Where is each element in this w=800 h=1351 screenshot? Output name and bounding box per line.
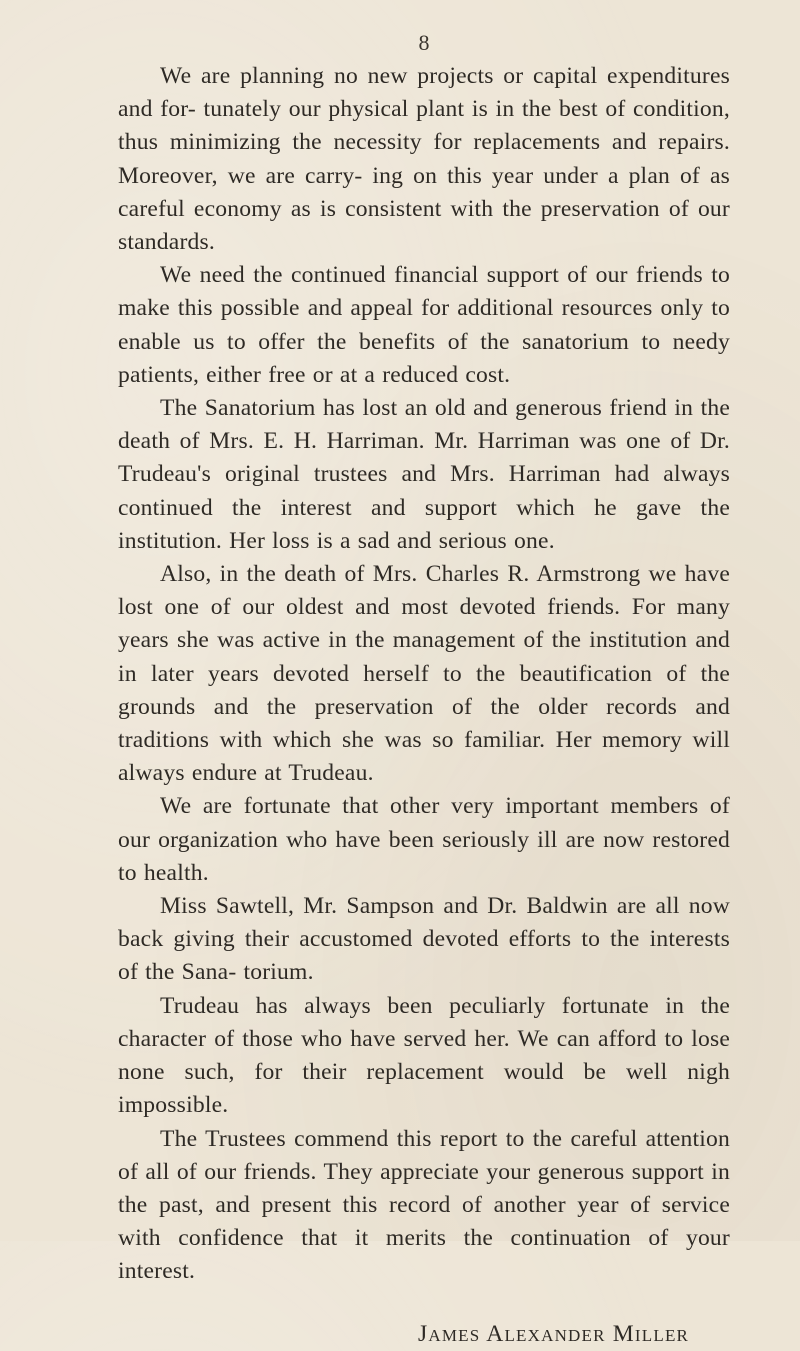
paragraph-armstrong: Also, in the death of Mrs. Charles R. Armstrong we have lost one of our oldest and most devoted friends. For many years she was active in the management of the institution and in later years devoted herself to the beautification of the grounds and the preservation of the older records and traditions with which she was so familiar. Her memory will always endure at Trudeau. — [118, 561, 730, 787]
paragraph-staff-returned: Miss Sawtell, Mr. Sampson and Dr. Baldwin are all now back giving their accustomed devoted efforts to the interests of the Sana- torium. — [118, 893, 730, 986]
paragraph-restored-health: We are fortunate that other very important members of our organization who have been seriously ill are now restored to health. — [118, 793, 730, 886]
page-number: 8 — [418, 30, 430, 55]
signature: James Alexander Miller — [418, 1320, 690, 1347]
paragraph-financial-support: We need the continued financial support of our friends to make this possible and appeal for additional resources only to enable us to offer the benefits of the sanatorium to needy patients, either free or at a reduced cost. — [118, 262, 730, 388]
paragraph-harriman: The Sanatorium has lost an old and generous friend in the death of Mrs. E. H. Harriman. Mr. Harriman was one of Dr. Trudeau's original trustees and Mrs. Harriman had always continued the interest and support which he gave the institution. Her loss is a sad and serious one. — [118, 395, 730, 554]
document-page — [118, 28, 730, 1351]
paragraph-capital-expenditures: We are planning no new projects or capital expenditures and for- tunately our physical plant is in the best of condition, thus minimizing the necessity for replacements and repairs. Moreover, we are carry- ing on this year under a plan of as careful economy as is consistent with the preservation of our standards. — [118, 63, 730, 256]
paragraph-character: Trudeau has always been peculiarly fortunate in the character of those who have served her. We can afford to lose none such, for their replacement would be well nigh impossible. — [118, 992, 730, 1119]
paragraph-trustees-commend: The Trustees commend this report to the careful attention of all of our friends. They appreciate your generous support in the past, and present this record of another year of service with confidence that it merits the continuation of your interest. — [118, 1125, 730, 1285]
